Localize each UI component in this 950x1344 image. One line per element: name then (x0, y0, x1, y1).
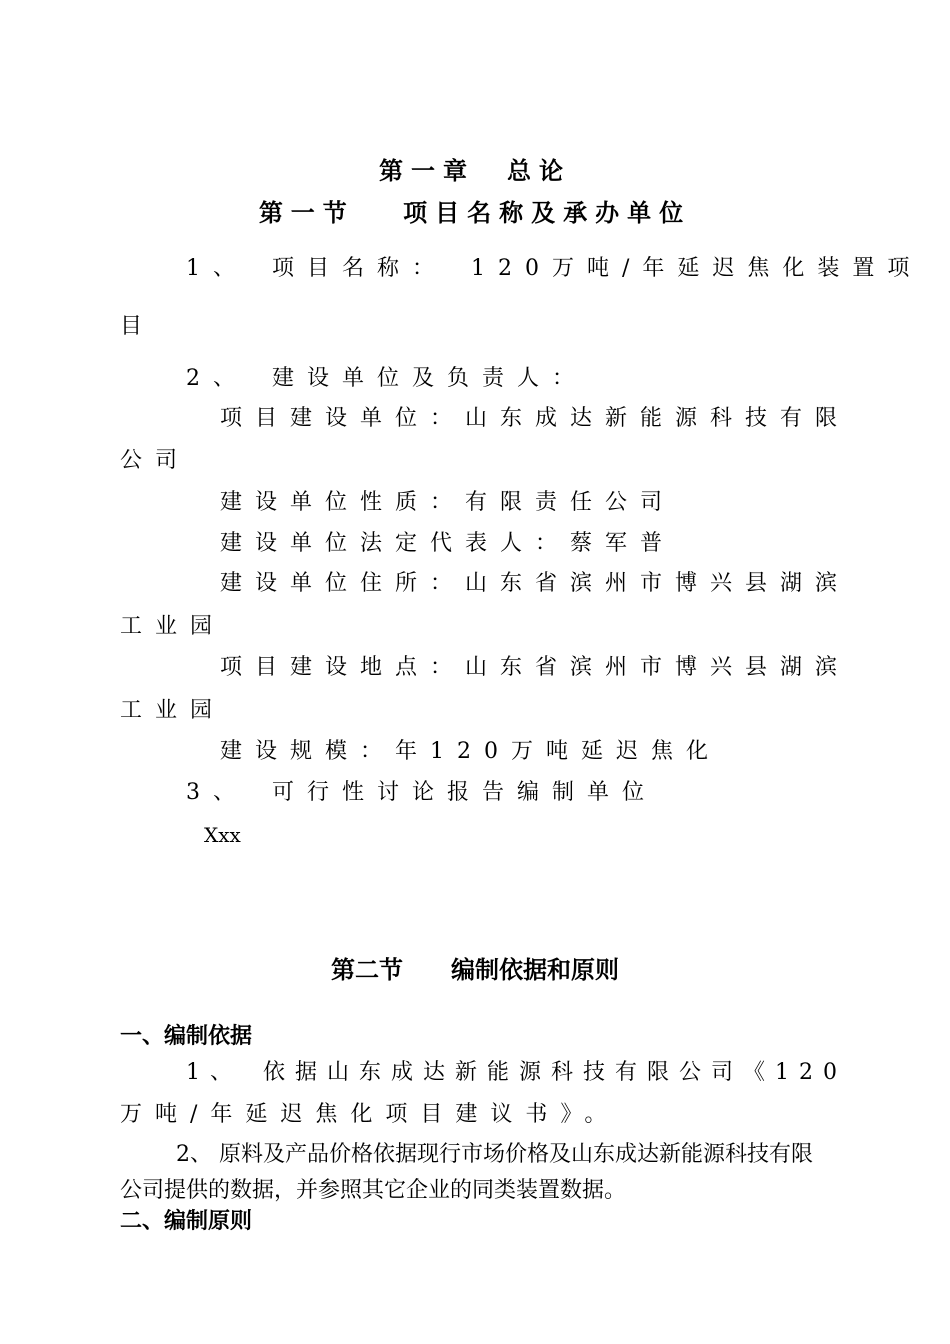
site-line: 项目建设地点：山东省滨州市博兴县湖滨 (220, 655, 851, 680)
builder-unit-line-cont: 公司 (120, 448, 191, 473)
builder-nature-line: 建设单位性质：有限责任公司 (220, 490, 676, 515)
builder-address-line: 建设单位住所：山东省滨州市博兴县湖滨 (220, 571, 851, 596)
site-line-cont: 工业园 (120, 698, 226, 723)
basis-item1-line-cont: 万吨/年延迟焦化项目建议书》。 (120, 1102, 620, 1127)
legal-rep-line: 建设单位法定代表人：蔡军普 (220, 531, 676, 556)
report-unit-heading: 3、 可行性讨论报告编制单位 (186, 780, 657, 805)
builder-address-line-cont: 工业园 (120, 614, 226, 639)
section2-title: 第二节 编制依据和原则 (331, 955, 619, 984)
project-name-line-cont: 目 (120, 314, 143, 339)
basis-item1-line: 1、 依据山东成达新能源科技有限公司《120 (186, 1060, 847, 1085)
builder-unit-line: 项目建设单位：山东成达新能源科技有限 (220, 406, 851, 431)
builder-heading: 2、 建设单位及负责人： (186, 366, 587, 391)
chapter-title: 第一章 总论 (379, 156, 571, 185)
section1-title: 第一节 项目名称及承办单位 (258, 198, 692, 227)
principle-heading: 二、编制原则 (120, 1208, 253, 1234)
basis-heading: 一、编制依据 (120, 1023, 253, 1049)
basis-item2-paragraph: 2、 原料及产品价格依据现行市场价格及山东成达新能源科技有限公司提供的数据，并参照其它企业的同类装置数据。 (120, 1142, 813, 1203)
report-unit-value: Xxx (204, 823, 241, 847)
project-name-line: 1、 项目名称： 120万吨/年延迟焦化装置项 (186, 256, 923, 281)
scale-line: 建设规模：年120万吨延迟焦化 (220, 739, 721, 764)
